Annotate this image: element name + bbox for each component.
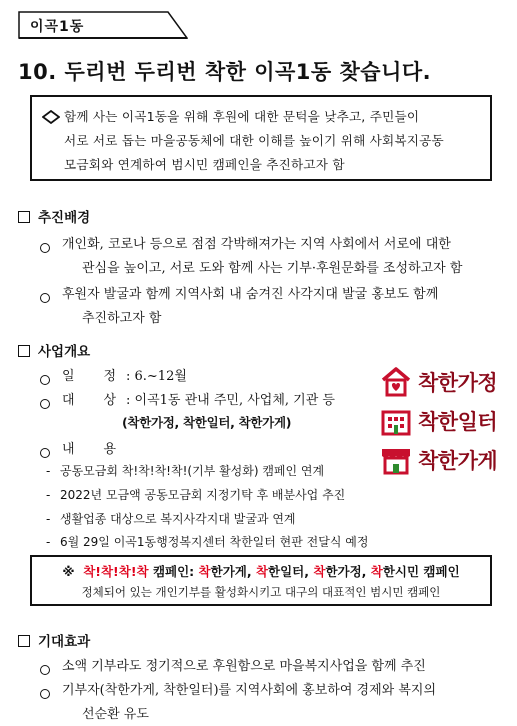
campaign-box [30, 555, 492, 606]
content-item-3: - 생활업종 대상으로 복지사각지대 발굴과 연계 [46, 512, 296, 526]
checkbox-square-icon [18, 345, 30, 357]
background-item-1-line-1: 개인화, 코로나 등으로 점점 각박해져가는 지역 사회에서 서로에 대한 [62, 237, 451, 252]
campaign-title: ※ 착!착!착!착 캠페인: 착한가게, 착한일터, 착한가정, 착한시민 캠페인 [62, 564, 460, 579]
background-item-2-line-1: 후원자 발굴과 함께 지역사회 내 숨겨진 사각지대 발굴 홍보도 함께 [62, 287, 439, 302]
effects-item-2-line-2: 선순환 유도 [82, 707, 149, 722]
page-title: 10. 두리번 두리번 착한 이곡1동 찾습니다. [18, 60, 432, 84]
summary-line-3: 모금회와 연계하여 범시민 캠페인을 추진하고자 함 [64, 157, 345, 172]
content-item-2: - 2022년 모금액 공동모금회 지정기탁 후 배분사업 추진 [46, 488, 346, 502]
summary-box [30, 95, 492, 181]
bullet-circle-icon [40, 660, 50, 679]
checkbox-square-icon [18, 211, 30, 223]
bullet-circle-icon [40, 443, 50, 462]
background-item-2-line-2: 추진하고자 함 [82, 311, 162, 326]
logo-good-shop [380, 444, 510, 478]
campaign-description: 정체되어 있는 개인기부를 활성화시키고 대구의 대표적인 범시민 캠페인 [81, 585, 441, 599]
bullet-circle-icon [40, 394, 50, 413]
period-label: 일 정 [62, 369, 117, 384]
shop-icon [380, 445, 412, 475]
diamond-icon [42, 110, 60, 124]
bullet-circle-icon [40, 684, 50, 703]
target-note: (착한가정, 착한일터, 착한가게) [122, 415, 292, 430]
section-heading-effects: 기대효과 [18, 630, 90, 650]
target-value: : 이곡1동 관내 주민, 사업체, 기관 등 [126, 393, 335, 408]
logo-label-shop: 착한가게 [418, 449, 498, 473]
effects-item-2-line-1: 기부자(착한가게, 착한일터)를 지역사회에 홍보하여 경제와 복지의 [62, 683, 437, 698]
house-icon [380, 367, 412, 397]
content-item-4: - 6월 29일 이곡1동행정복지센터 착한일터 현판 전달식 예정 [46, 535, 369, 549]
bullet-circle-icon [40, 288, 50, 307]
content-item-1: - 공동모금회 착!착!착!착!(기부 활성화) 캠페인 연계 [46, 464, 325, 478]
period-value: : 6.~12월 [126, 369, 187, 384]
summary-line-2: 서로 서로 돕는 마을공동체에 대한 이해를 높이기 위해 사회복지공동 [64, 133, 444, 148]
logo-good-workplace [380, 405, 510, 439]
building-icon [380, 406, 412, 436]
section-heading-overview: 사업개요 [18, 340, 90, 360]
section-heading-background: 추진배경 [18, 206, 90, 226]
bullet-circle-icon [40, 370, 50, 389]
logo-label-workplace: 착한일터 [418, 410, 498, 434]
background-item-1-line-2: 관심을 높이고, 서로 도와 함께 사는 기부·후원문화를 조성하고자 함 [82, 261, 463, 276]
logo-good-home [380, 366, 510, 400]
tag-label: 이곡1동 [30, 19, 85, 35]
effects-item-1-line-1: 소액 기부라도 정기적으로 후원함으로 마을복지사업을 함께 추진 [62, 659, 426, 674]
section-tag [18, 11, 188, 39]
target-label: 대 상 [62, 393, 117, 408]
checkbox-square-icon [18, 635, 30, 647]
content-label: 내 용 [62, 442, 117, 457]
logo-label-home: 착한가정 [418, 371, 498, 395]
bullet-circle-icon [40, 238, 50, 257]
summary-line-1: 함께 사는 이곡1동을 위해 후원에 대한 문턱을 낮추고, 주민들이 [64, 109, 420, 124]
